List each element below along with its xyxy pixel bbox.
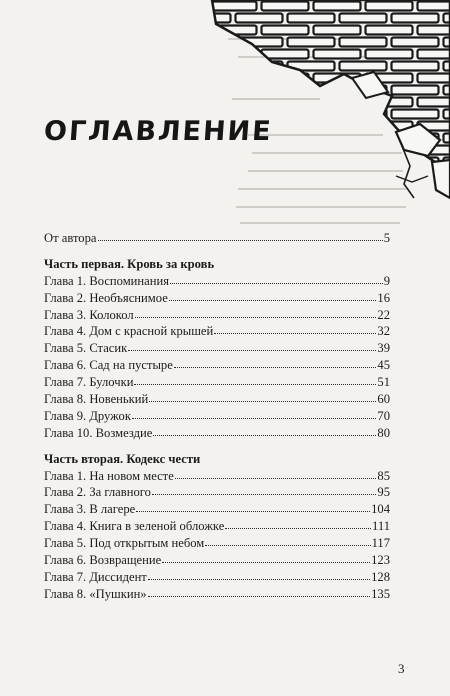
toc-entry[interactable] bbox=[44, 552, 390, 569]
page-number: 3 bbox=[398, 661, 405, 676]
toc-entry-label: От автора bbox=[44, 231, 97, 245]
toc-entry-page: 60 bbox=[377, 392, 390, 407]
dot-leader bbox=[98, 240, 383, 241]
toc-entry-label: Глава 1. Воспоминания bbox=[44, 273, 170, 288]
toc-entry-page: 135 bbox=[371, 586, 390, 601]
table-of-contents bbox=[44, 230, 390, 603]
toc-entry-page: 85 bbox=[377, 468, 390, 483]
toc-entry-page: 39 bbox=[377, 341, 390, 356]
toc-entry[interactable] bbox=[44, 569, 390, 586]
toc-entry[interactable] bbox=[44, 307, 390, 324]
page-title: ОГЛАВЛЕНИЕ bbox=[42, 116, 274, 147]
part-heading: Часть вторая. Кодекс чести bbox=[44, 451, 201, 466]
dot-leader bbox=[170, 283, 383, 284]
toc-entry-label: Глава 6. Сад на пустыре bbox=[44, 358, 173, 373]
toc-entry[interactable] bbox=[44, 501, 390, 518]
toc-entry[interactable] bbox=[44, 323, 390, 340]
dot-leader bbox=[148, 579, 370, 580]
toc-entry[interactable] bbox=[44, 425, 390, 442]
dot-leader bbox=[148, 596, 371, 597]
toc-entry-page: 117 bbox=[371, 536, 390, 551]
toc-entry-page: 104 bbox=[371, 502, 390, 517]
toc-entry-page: 80 bbox=[377, 425, 390, 440]
toc-entry-label: Глава 2. Необъяснимое bbox=[44, 290, 168, 305]
dot-leader bbox=[136, 511, 370, 512]
toc-entry-label: Глава 8. «Пушкин» bbox=[44, 586, 147, 601]
toc-entry-label: Глава 9. Дружок bbox=[44, 408, 131, 423]
toc-entry-label: Глава 2. За главного bbox=[44, 485, 151, 500]
dot-leader bbox=[214, 333, 376, 334]
dot-leader bbox=[149, 401, 376, 402]
toc-entry-label: Глава 1. На новом месте bbox=[44, 468, 174, 483]
toc-entry-label: Глава 5. Стасик bbox=[44, 341, 128, 356]
part-heading: Часть первая. Кровь за кровь bbox=[44, 256, 215, 271]
toc-entry[interactable] bbox=[44, 391, 390, 408]
toc-entry-page: 95 bbox=[377, 485, 390, 500]
toc-entry-page: 16 bbox=[377, 290, 390, 305]
toc-entry-page: 123 bbox=[371, 553, 390, 568]
dot-leader bbox=[132, 418, 376, 419]
toc-entry-page: 32 bbox=[377, 324, 390, 339]
toc-entry[interactable] bbox=[44, 408, 390, 425]
dot-leader bbox=[128, 350, 376, 351]
toc-entry[interactable] bbox=[44, 374, 390, 391]
dot-leader bbox=[135, 317, 377, 318]
toc-entry-label: Глава 10. Возмездие bbox=[44, 425, 153, 440]
toc-entry-label: Глава 5. Под открытым небом bbox=[44, 536, 205, 551]
toc-entry-label: Глава 8. Новенький bbox=[44, 392, 149, 407]
dot-leader bbox=[174, 367, 377, 368]
dot-leader bbox=[205, 545, 370, 546]
toc-entry[interactable] bbox=[44, 586, 390, 603]
dot-leader bbox=[162, 562, 370, 563]
toc-entry-page: 22 bbox=[377, 307, 390, 322]
dot-leader bbox=[175, 478, 377, 479]
toc-entry-label: Глава 3. Колокол bbox=[44, 307, 134, 322]
toc-entry-label: Глава 4. Дом с красной крышей bbox=[44, 324, 214, 339]
toc-entry-label: Глава 7. Диссидент bbox=[44, 569, 147, 584]
toc-entry-label: Глава 3. В лагере bbox=[44, 502, 136, 517]
toc-entry[interactable] bbox=[44, 290, 390, 307]
toc-entry[interactable] bbox=[44, 484, 390, 501]
toc-entry[interactable] bbox=[44, 340, 390, 357]
toc-entry-page: 5 bbox=[383, 231, 390, 245]
dot-leader bbox=[152, 494, 377, 495]
toc-entry-page: 45 bbox=[377, 358, 390, 373]
toc-entry-intro[interactable] bbox=[44, 230, 390, 247]
dot-leader bbox=[225, 528, 371, 529]
toc-entry[interactable] bbox=[44, 518, 390, 535]
toc-entry-label: Глава 7. Булочки bbox=[44, 375, 134, 390]
dot-leader bbox=[134, 384, 376, 385]
dot-leader bbox=[153, 435, 376, 436]
toc-entry-label: Глава 4. Книга в зеленой обложке bbox=[44, 519, 225, 534]
toc-entry-page: 128 bbox=[371, 569, 390, 584]
toc-entry-page: 70 bbox=[377, 408, 390, 423]
toc-entry-page: 51 bbox=[377, 375, 390, 390]
toc-entry[interactable] bbox=[44, 535, 390, 552]
toc-entry-page: 9 bbox=[383, 273, 390, 288]
toc-entry-page: 111 bbox=[372, 519, 390, 534]
toc-entry[interactable] bbox=[44, 357, 390, 374]
toc-entry-label: Глава 6. Возвращение bbox=[44, 553, 162, 568]
toc-entry[interactable] bbox=[44, 273, 390, 290]
dot-leader bbox=[169, 300, 377, 301]
toc-entry[interactable] bbox=[44, 468, 390, 485]
